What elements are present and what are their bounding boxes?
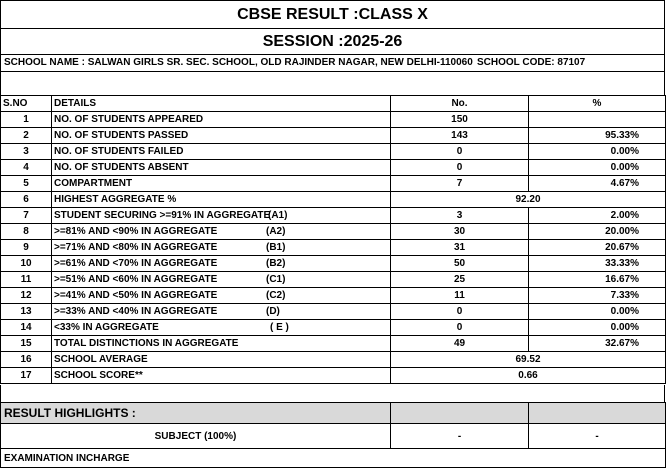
spacer-row [0,71,665,95]
row-details-cell [52,288,391,304]
highlights-header-cell [529,403,666,424]
row-details-cell [52,224,391,240]
row-grade: (C2) [266,290,286,301]
table-row [1,160,666,176]
row-details-wrap [54,128,388,143]
row-grade: ( E ) [270,322,289,333]
row-sno: 10 [1,256,52,272]
row-sno: 3 [1,144,52,160]
row-details-wrap [54,336,388,351]
row-details: NO. OF STUDENTS PASSED [54,130,189,141]
row-count: 0 [391,320,529,336]
row-count: 31 [391,240,529,256]
row-percentage: 7.33% [529,288,666,304]
row-percentage: 16.67% [529,272,666,288]
highlights-table [0,402,666,468]
highlights-header-cell [391,403,529,424]
page-title: CBSE RESULT :CLASS X [0,0,665,29]
row-sno: 1 [1,112,52,128]
session-title: SESSION :2025-26 [0,28,665,55]
examination-incharge-row [1,449,666,468]
row-percentage: 0.00% [529,144,666,160]
row-count: 3 [391,208,529,224]
row-count: 0 [391,304,529,320]
row-details: NO. OF STUDENTS ABSENT [54,162,189,173]
row-details-cell [52,240,391,256]
row-sno: 6 [1,192,52,208]
row-percentage: 0.00% [529,160,666,176]
subject-label: SUBJECT (100%) [1,424,391,449]
row-details: >=51% AND <60% IN AGGREGATE [54,274,218,285]
row-count: 0 [391,144,529,160]
table-row [1,288,666,304]
row-details-cell [52,336,391,352]
row-sno: 15 [1,336,52,352]
table-row [1,352,666,368]
row-details: SCHOOL SCORE** [54,370,143,381]
row-sno: 17 [1,368,52,384]
row-count: 0 [391,160,529,176]
row-details: >=61% AND <70% IN AGGREGATE [54,258,218,269]
row-sno: 9 [1,240,52,256]
row-details: NO. OF STUDENTS FAILED [54,146,184,157]
table-row [1,256,666,272]
row-details-wrap [54,368,388,383]
row-details-cell [52,368,391,384]
row-sno: 8 [1,224,52,240]
table-row [1,128,666,144]
result-table [0,95,666,384]
highlights-subject-row [1,424,666,449]
row-grade: (B2) [266,258,286,269]
column-header-sno: S.NO [1,96,52,112]
row-sno: 7 [1,208,52,224]
row-grade: (D) [266,306,280,317]
row-details-cell [52,320,391,336]
table-row [1,192,666,208]
row-sno: 16 [1,352,52,368]
row-percentage: 20.00% [529,224,666,240]
school-name: SCHOOL NAME : SALWAN GIRLS SR. SEC. SCHOOL, OLD RAJINDER NAGAR, NEW DELHI-110060 [4,57,473,68]
column-header-pct: % [529,96,666,112]
row-count: 25 [391,272,529,288]
row-merged-value: 0.66 [391,368,666,384]
row-percentage: 32.67% [529,336,666,352]
table-row [1,368,666,384]
row-count: 30 [391,224,529,240]
row-details-wrap [54,112,388,127]
row-details: >=71% AND <80% IN AGGREGATE [54,242,218,253]
table-row [1,304,666,320]
table-row [1,320,666,336]
row-details: <33% IN AGGREGATE [54,322,159,333]
row-sno: 5 [1,176,52,192]
row-details-wrap [54,272,388,287]
row-details-cell [52,176,391,192]
column-header-details: DETAILS [52,96,391,112]
row-percentage: 33.33% [529,256,666,272]
row-merged-value: 92.20 [391,192,666,208]
row-sno: 14 [1,320,52,336]
row-percentage: 20.67% [529,240,666,256]
row-details-cell [52,256,391,272]
row-details: HIGHEST AGGREGATE % [54,194,177,205]
examination-incharge-label: EXAMINATION INCHARGE [1,449,666,468]
row-details-wrap [54,256,388,271]
row-details: NO. OF STUDENTS APPEARED [54,114,204,125]
row-count: 49 [391,336,529,352]
row-count: 11 [391,288,529,304]
school-code: SCHOOL CODE: 87107 [477,57,586,68]
spacer-row [0,385,665,403]
row-grade: (C1) [266,274,286,285]
row-count: 143 [391,128,529,144]
table-row [1,176,666,192]
row-details-cell [52,160,391,176]
row-details: TOTAL DISTINCTIONS IN AGGREGATE [54,338,239,349]
row-grade: (B1) [266,242,286,253]
row-details-wrap [54,288,388,303]
row-details-wrap [54,208,388,223]
row-details: >=81% AND <90% IN AGGREGATE [54,226,218,237]
highlights-heading: RESULT HIGHLIGHTS : [1,403,391,424]
row-details: SCHOOL AVERAGE [54,354,148,365]
table-row [1,240,666,256]
table-row [1,112,666,128]
table-row [1,208,666,224]
row-details-cell [52,112,391,128]
row-details-cell [52,272,391,288]
row-details-cell [52,192,391,208]
highlights-header-row [1,403,666,424]
row-details-wrap [54,176,388,191]
row-details-wrap [54,240,388,255]
row-details-wrap [54,144,388,159]
row-details-wrap [54,192,388,207]
row-details-cell [52,144,391,160]
row-grade: (A1) [268,210,288,221]
row-sno: 13 [1,304,52,320]
row-details-cell [52,304,391,320]
column-header-no: No. [391,96,529,112]
table-row [1,272,666,288]
row-details: >=41% AND <50% IN AGGREGATE [54,290,218,301]
subject-value-1: - [391,424,529,449]
subject-value-2: - [529,424,666,449]
row-grade: (A2) [266,226,286,237]
row-details-wrap [54,320,388,335]
table-row [1,224,666,240]
row-sno: 2 [1,128,52,144]
row-sno: 12 [1,288,52,304]
table-row [1,144,666,160]
table-header-row [1,96,666,112]
row-details-wrap [54,304,388,319]
row-details: STUDENT SECURING >=91% IN AGGREGATE [54,210,271,221]
row-details-wrap [54,352,388,367]
row-sno: 4 [1,160,52,176]
row-percentage: 95.33% [529,128,666,144]
row-count: 150 [391,112,529,128]
row-sno: 11 [1,272,52,288]
row-details: COMPARTMENT [54,178,133,189]
row-percentage: 2.00% [529,208,666,224]
row-percentage: 0.00% [529,320,666,336]
row-percentage: 4.67% [529,176,666,192]
row-merged-value: 69.52 [391,352,666,368]
row-details-cell [52,208,391,224]
row-percentage [529,112,666,128]
row-count: 7 [391,176,529,192]
row-details-cell [52,352,391,368]
row-percentage: 0.00% [529,304,666,320]
table-row [1,336,666,352]
row-details: >=33% AND <40% IN AGGREGATE [54,306,218,317]
school-info-row [0,54,665,72]
row-details-wrap [54,160,388,175]
row-details-cell [52,128,391,144]
row-count: 50 [391,256,529,272]
row-details-wrap [54,224,388,239]
